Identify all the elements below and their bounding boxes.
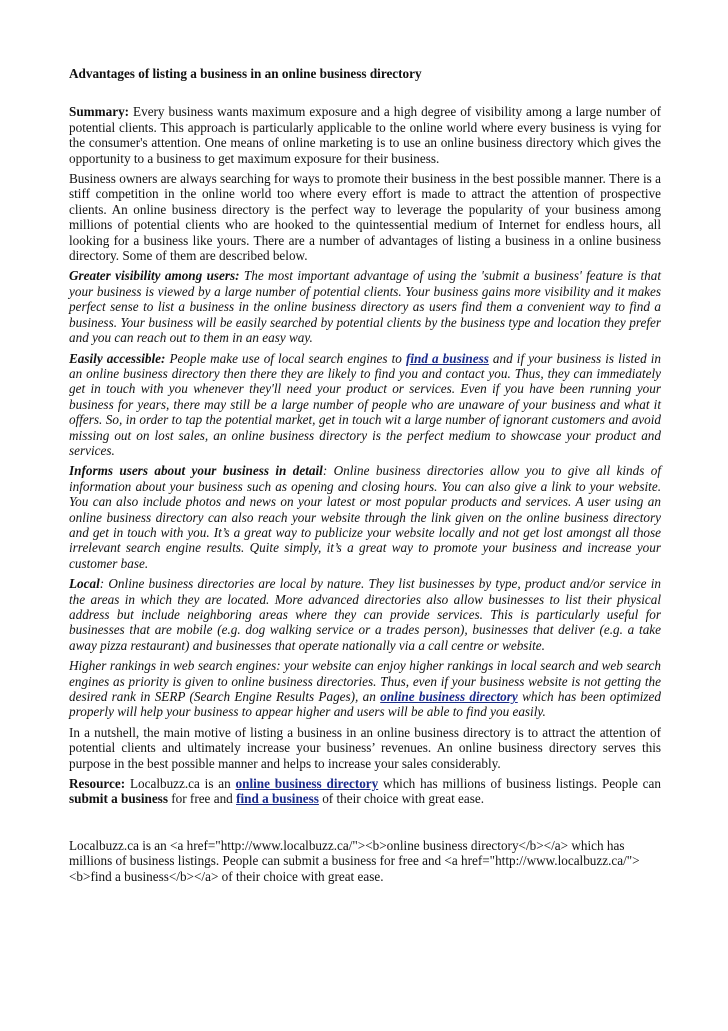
resource-text-1: Localbuzz.ca is an (125, 776, 236, 792)
html-code-snippet: Localbuzz.ca is an <a href="http://www.localbuzz.ca/"><b>online business directory</b></a> which has millions of business listings. People can submit a business for free and <a href="http://www.localbuzz.ca/"><b>find a business</b></a> of their choice with great ease. (69, 837, 640, 884)
find-a-business-link[interactable]: find a business (405, 350, 489, 366)
resource-text-2: which has millions of business listings. People can (378, 776, 661, 792)
document-page (69, 66, 661, 889)
local-label: Local (69, 576, 100, 592)
intro-paragraph: Business owners are always searching for ways to promote their business in the best possible manner. There is a stiff competition in the online world too where every effort is made to attract the attention of prospective clients. An online business directory is the perfect way to leverage the popularity of your business among millions of potential clients who are hooked to the quintessential medium of Internet for endless hours, all looking for a business like yours. There are a number of advantages of listing a business in a online business directory. Some of them are described below. (69, 171, 661, 264)
resource-directory-link[interactable]: online business directory (235, 776, 379, 792)
local-text: : Online business directories are local by nature. They list businesses by type, product and/or service in the areas in which they are located. More advanced directories also allow businesses to list their physical address but include neighboring areas where they can provide services. This is particularly useful for businesses that are mobile (e.g. dog walking service or a trades person), businesses that deliver (e.g. a take away pizza restaurant) and businesses that operate nationally via a call centre or website. (69, 576, 661, 653)
resource-text-4: of their choice with great ease. (318, 791, 485, 807)
accessible-label: Easily accessible: (69, 350, 166, 366)
document-title: Advantages of listing a business in an online business directory (69, 66, 422, 81)
submit-a-business-text: submit a business (69, 791, 168, 807)
online-business-directory-link[interactable]: online business directory (380, 689, 518, 705)
informs-paragraph (69, 463, 661, 571)
visibility-text: The most important advantage of using the 'submit a business' feature is that your business is viewed by a large number of potential clients. Your business gains more visibility and it makes perfect sense to list a business in the online business directory as users find them a convenient way to find a business. Your business will be easily searched by potential clients by the business type and location they prefer and you can reach out to them in an easy way. (69, 268, 661, 346)
rankings-paragraph (69, 658, 661, 720)
nutshell-paragraph: In a nutshell, the main motive of listing a business in an online business directory is to attract the attention of potential clients and ultimately increase your business’ revenues. An online business directory serves this purpose in the best possible manner and helps to increase your sales considerably. (69, 724, 661, 771)
spacer (69, 812, 661, 838)
visibility-paragraph (69, 268, 661, 345)
rankings-text-after: which has been optimized properly will help your business to appear higher and users will be able to find you easily. (69, 689, 662, 720)
rankings-text-before: Higher rankings in web search engines: your website can enjoy higher rankings in local search and web search engines as priority is given to online business directories. Thus, even if your business website is not getting the desired rank in SERP (Search Engine Results Pages), an (69, 658, 661, 705)
summary-text: Every business wants maximum exposure and a high degree of visibility among a large number of potential clients. This approach is particularly applicable to the online world where every business is vying for the consumer's attention. One means of online marketing is to use an online business directory which gives the opportunity to a business to get maximum exposure for their business. (69, 104, 661, 166)
informs-text: : Online business directories allow you to give all kinds of information about your business such as opening and closing hours. You can also give a link to your website. You can also include photos and news on your latest or most popular products and services. A user using an online business directory can also reach your website through the link given on the online business directory and get in touch with you. It’s a great way to publicize your website locally and not get lost amongst all those irrelevant search engine results. Quite simply, it’s a great way to promote your business and increase your customer base. (69, 463, 661, 571)
local-paragraph (69, 576, 661, 653)
accessible-text-before: People make use of local search engines to (165, 350, 406, 366)
resource-paragraph (69, 776, 661, 807)
visibility-label: Greater visibility among users: (69, 268, 240, 284)
resource-find-business-link[interactable]: find a business (236, 791, 319, 807)
resource-text-3: for free and (167, 791, 237, 807)
summary-paragraph (69, 104, 661, 166)
informs-label: Informs users about your business in detail (69, 463, 323, 479)
accessible-text-after: and if your business is listed in an online business directory then there they are likely to find you and contact you. Thus, they can immediately get in touch with you whenever they'll need your product or services. Even if you have been running your business for years, there may still be a large number of people who are unaware of your business and what it offers. So, in order to tap the potential market, get in touch wit a large number of ignorant customers and avoid missing out on lost sales, an online business directory is the perfect medium to showcase your product and services. (69, 350, 662, 458)
accessible-paragraph (69, 351, 661, 459)
resource-label: Resource: (69, 776, 126, 792)
summary-label: Summary: (69, 104, 130, 120)
